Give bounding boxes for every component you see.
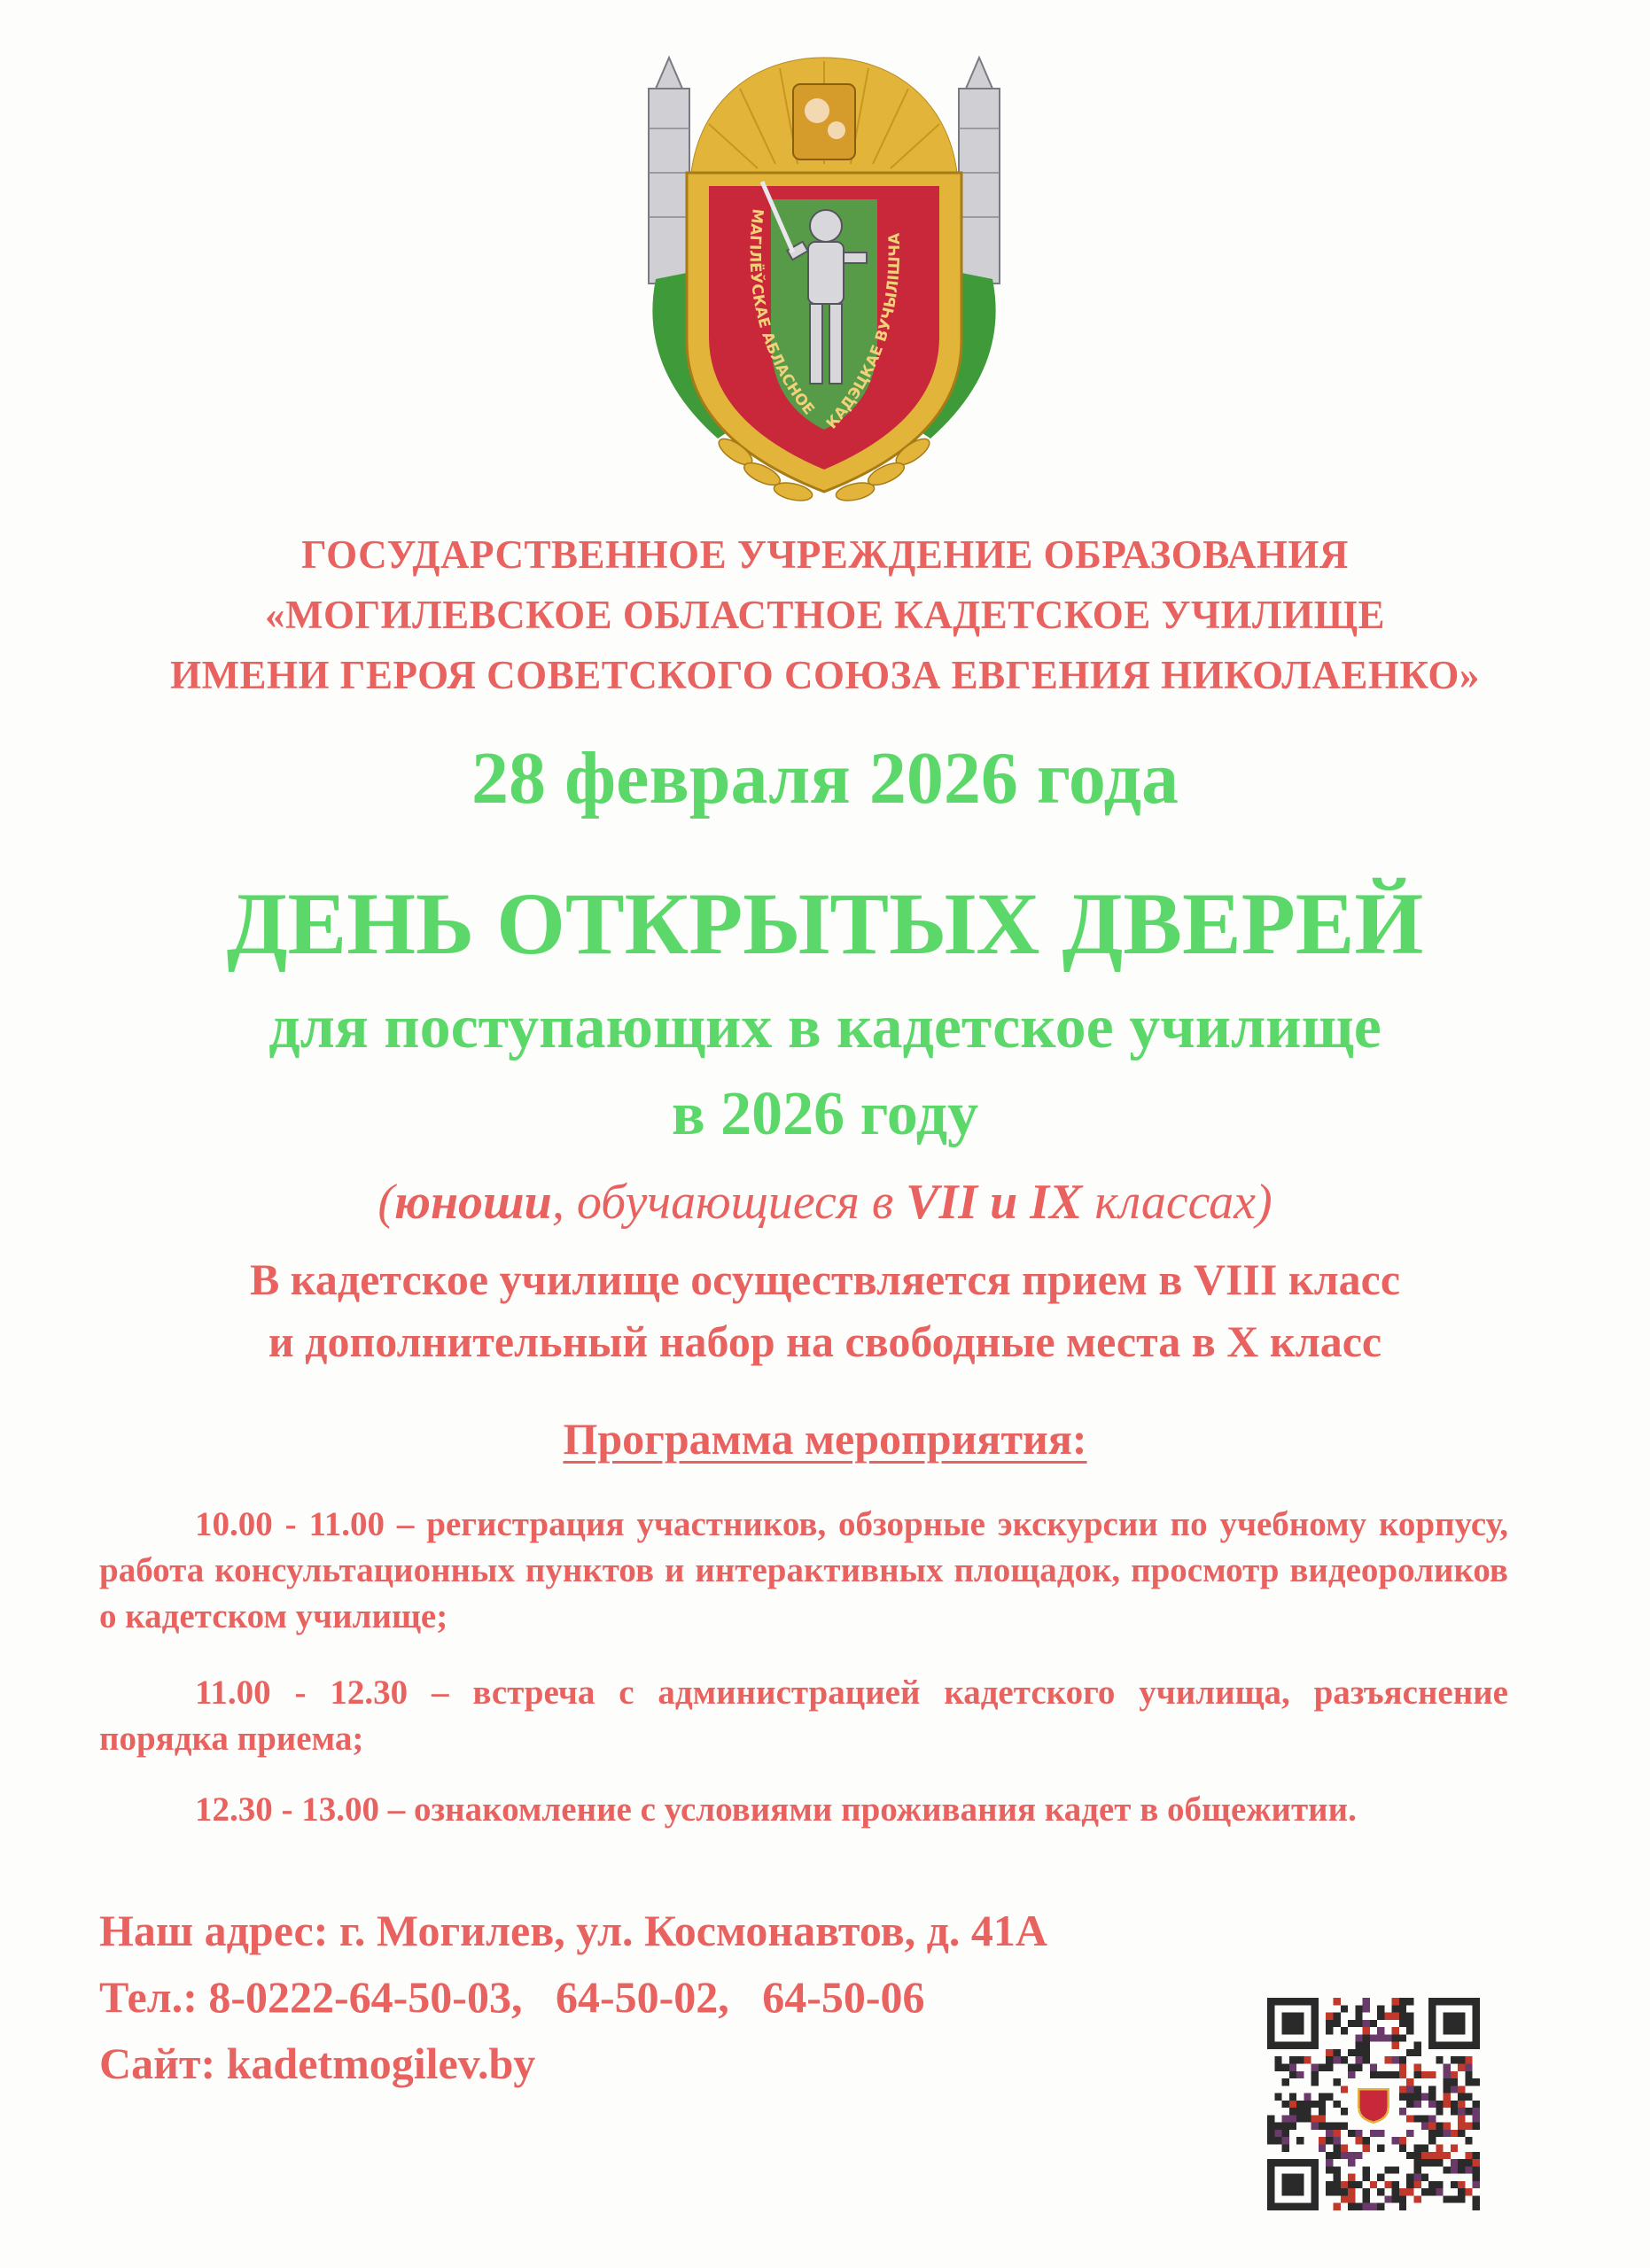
audience-suffix: классах) — [1082, 1175, 1273, 1230]
audience-mid: , обучающиеся в — [551, 1175, 907, 1230]
audience-class-1: VII — [906, 1175, 978, 1230]
event-title: ДЕНЬ ОТКРЫТЫХ ДВЕРЕЙ — [226, 874, 1424, 973]
audience-class-2: IX — [1030, 1175, 1083, 1230]
program-item-3: 12.30 - 13.00 – ознакомление с условиями проживания кадет в общежитии. — [195, 1790, 1357, 1829]
emblem-ring-text-left: МАГІЛЁЎСКАЕ АБЛАСНОЕ — [745, 207, 818, 419]
admission-line-1: В кадетское училище осуществляется прием в VIII класс — [249, 1254, 1401, 1304]
event-audience — [0, 1174, 1650, 1231]
audience-prefix: ( — [377, 1175, 395, 1230]
event-date: 28 февраля 2026 года — [471, 737, 1179, 819]
institution-line-3: ИМЕНИ ГЕРОЯ СОВЕТСКОГО СОЮЗА ЕВГЕНИЯ НИКОЛАЕНКО» — [170, 653, 1480, 697]
contact-site[interactable]: Сайт: kadetmogilev.by — [99, 2039, 536, 2088]
qr-code-icon[interactable] — [1267, 1998, 1480, 2210]
audience-and: и — [977, 1175, 1031, 1230]
contact-phones: Тел.: 8-0222-64-50-03, 64-50-02, 64-50-06 — [99, 1972, 925, 2022]
emblem-ring-text-right: КАДЭЦКАЕ ВУЧЫЛІШЧА — [822, 232, 905, 433]
program-title — [0, 1413, 1650, 1464]
cadet-school-emblem-icon — [620, 49, 1028, 509]
admission-line-2: и дополнительный набор на свободные места в X класс — [268, 1317, 1382, 1366]
contact-address: Наш адрес: г. Могилев, ул. Космонавтов, д. 41А — [99, 1906, 1047, 1955]
program-item-1: 10.00 - 11.00 – регистрация участников, обзорные экскурсии по учебному корпусу, работа консультационных пунктов и интерактивных площадок, просмотр видеороликов о кадетском училище; — [99, 1505, 1508, 1635]
event-subtitle-2: в 2026 году — [671, 1080, 979, 1148]
audience-bold: юноши — [394, 1175, 552, 1230]
program-item-2: 11.00 - 12.30 – встреча с администрацией кадетского училища, разъяснение порядка приема; — [99, 1674, 1508, 1758]
institution-line-1: ГОСУДАРСТВЕННОЕ УЧРЕЖДЕНИЕ ОБРАЗОВАНИЯ — [301, 532, 1349, 577]
event-subtitle-1: для поступающих в кадетское училище — [269, 993, 1381, 1061]
program-title-text: Программа мероприятия: — [563, 1414, 1087, 1464]
institution-line-2: «МОГИЛЕВСКОЕ ОБЛАСТНОЕ КАДЕТСКОЕ УЧИЛИЩЕ — [264, 593, 1386, 637]
